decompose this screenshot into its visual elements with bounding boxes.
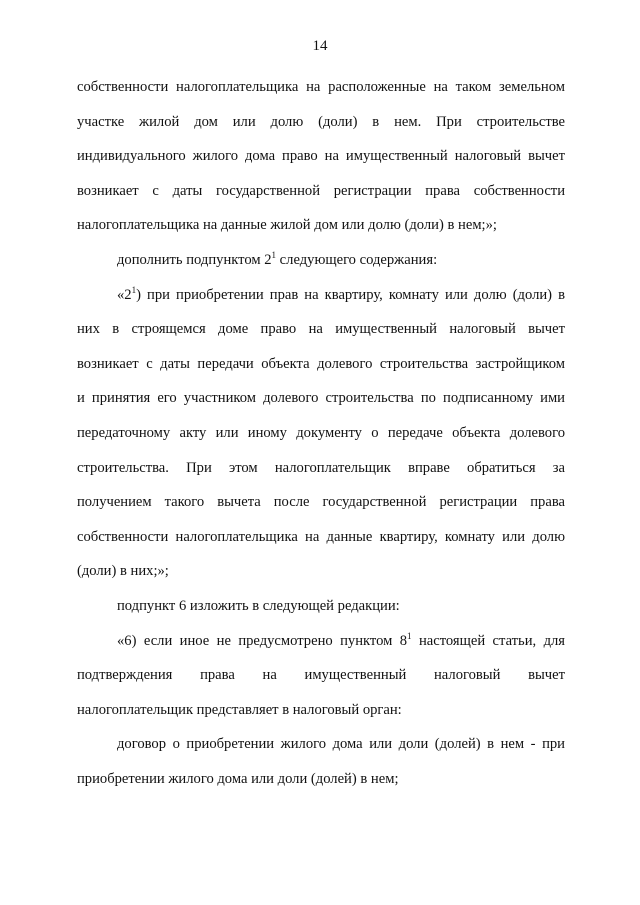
- text-fragment: ) при приобретении прав на квартиру, комнату или долю (доли) в: [136, 286, 565, 303]
- text-line: возникает с даты передачи объекта долевого строительства застройщиком: [77, 355, 565, 372]
- text-fragment: «6) если иное не предусмотрено пунктом 8: [117, 632, 408, 649]
- superscript: 1: [407, 630, 412, 641]
- text-line: [77, 278, 565, 313]
- text-fragment: дополнить подпунктом 2: [117, 251, 272, 268]
- superscript: 1: [131, 284, 137, 295]
- text-line: подпункт 6 изложить в следующей редакции:: [117, 597, 400, 614]
- text-line: получением такого вычета после государственной регистрации права: [77, 494, 565, 511]
- text-line: приобретении жилого дома или доли (долей) в нем;: [77, 770, 399, 787]
- text-line: подтверждения права на имущественный налоговый вычет: [77, 667, 565, 684]
- text-line: передаточному акту или иному документу о передаче объекта долевого: [77, 424, 565, 441]
- document-body: [77, 70, 565, 796]
- text-fragment: настоящей статьи, для: [411, 632, 565, 649]
- superscript: 1: [271, 250, 277, 261]
- text-line: и принятия его участником долевого строительства по подписанному ими: [77, 390, 565, 407]
- page-number: 14: [312, 38, 328, 54]
- text-line: налогоплательщик представляет в налоговый орган:: [77, 701, 402, 718]
- text-line: них в строящемся доме право на имущественный налоговый вычет: [77, 321, 565, 338]
- text-line: строительства. При этом налогоплательщик вправе обратиться за: [77, 459, 565, 476]
- text-fragment: следующего содержания:: [276, 251, 438, 268]
- text-line: возникает с даты государственной регистрации права собственности: [77, 182, 565, 199]
- text-line: участке жилой дом или долю (доли) в нем. При строительстве: [77, 113, 565, 130]
- text-line: договор о приобретении жилого дома или доли (долей) в нем - при: [117, 736, 565, 753]
- text-line: налогоплательщика на данные жилой дом или долю (доли) в нем;»;: [77, 217, 497, 234]
- text-fragment: «2: [117, 286, 132, 303]
- text-line: [77, 624, 565, 659]
- text-line: индивидуального жилого дома право на имущественный налоговый вычет: [77, 148, 565, 165]
- text-line: собственности налогоплательщика на данные квартиру, комнату или долю: [77, 528, 565, 545]
- text-line: собственности налогоплательщика на расположенные на таком земельном: [77, 79, 565, 95]
- text-line: [77, 243, 565, 278]
- text-line: (доли) в них;»;: [77, 563, 169, 580]
